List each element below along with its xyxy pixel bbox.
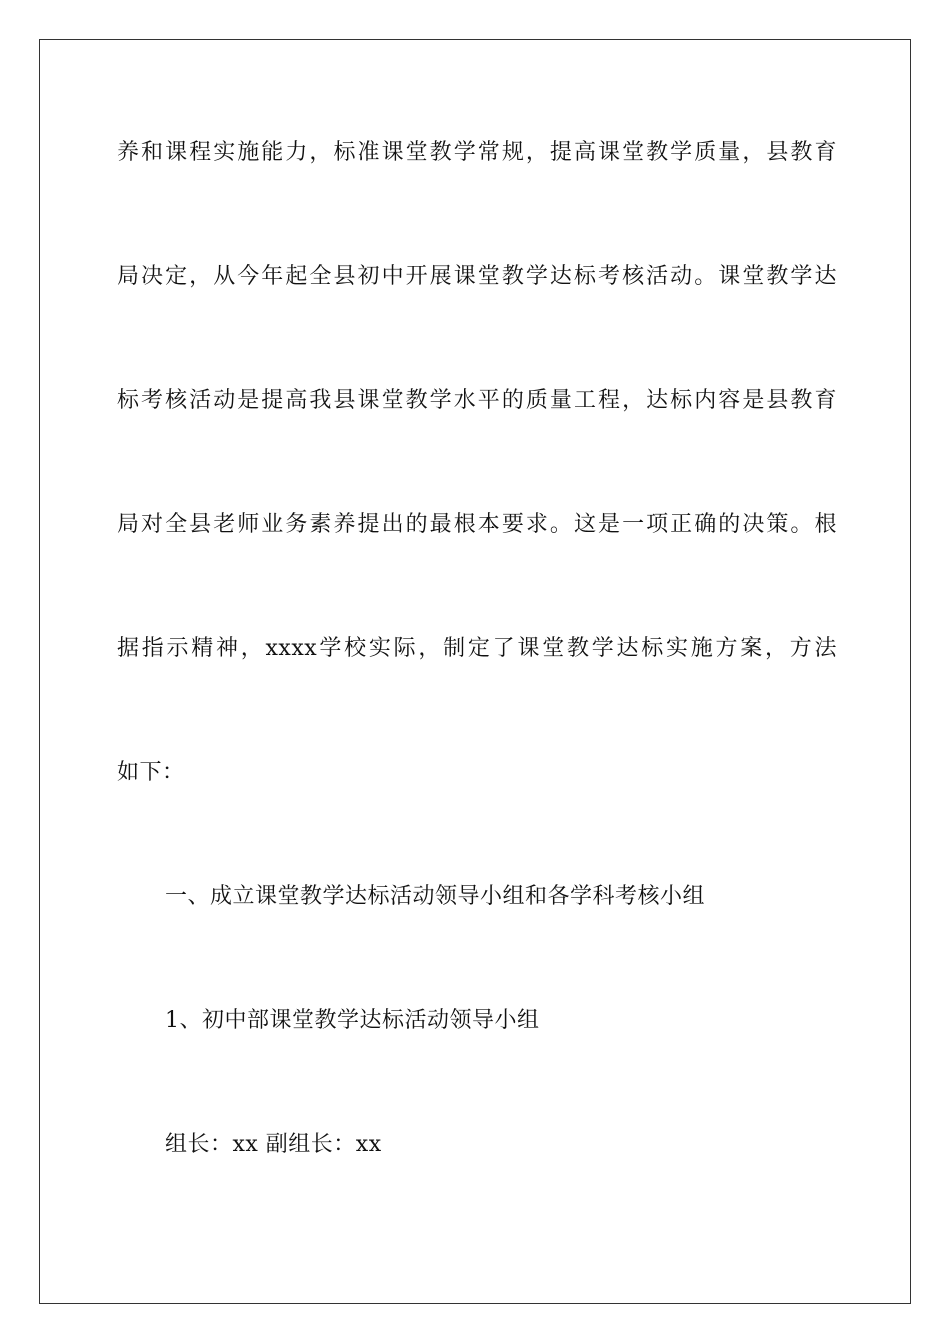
paragraph-line-1: 养和课程实施能力，标准课堂教学常规，提高课堂教学质量，县教育 <box>117 140 837 165</box>
page-border <box>39 39 911 1304</box>
group-members: 组长：xx 副组长：xx <box>165 1132 382 1157</box>
paragraph-line-5: 据指示精神，xxxx学校实际，制定了课堂教学达标实施方案，方法 <box>117 636 837 661</box>
subsection-heading: 1、初中部课堂教学达标活动领导小组 <box>165 1008 540 1033</box>
section-heading: 一、成立课堂教学达标活动领导小组和各学科考核小组 <box>165 884 706 909</box>
paragraph-line-6: 如下： <box>117 760 185 785</box>
paragraph-line-4: 局对全县老师业务素养提出的最根本要求。这是一项正确的决策。根 <box>117 512 837 537</box>
paragraph-line-2: 局决定，从今年起全县初中开展课堂教学达标考核活动。课堂教学达 <box>117 264 837 289</box>
paragraph-line-3: 标考核活动是提高我县课堂教学水平的质量工程，达标内容是县教育 <box>117 388 837 413</box>
